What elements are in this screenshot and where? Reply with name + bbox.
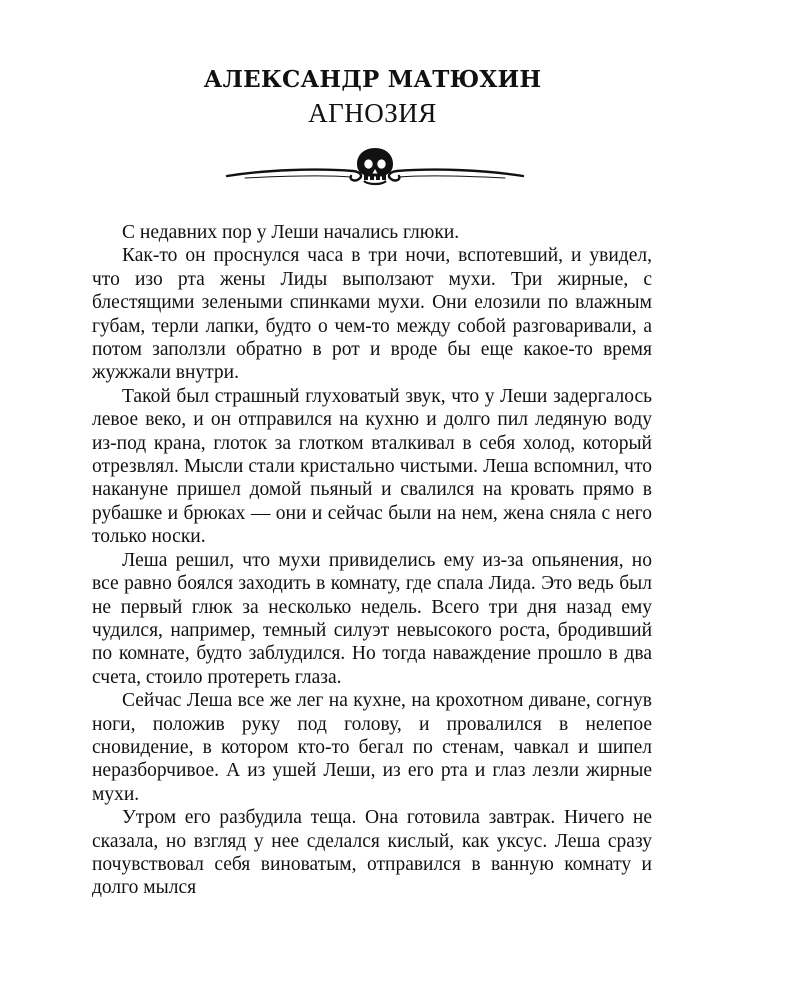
paragraph: Леша решил, что мухи привиделись ему из-за опьянения, но все равно боялся заходить в комнату, где спала Лида. Это ведь был не первый глюк за несколько недель. Всего три дня назад ему чудился, например, темный силуэт невысокого роста, бродивший по комнате, будто заблудился. Но тогда наваждение прошло в два счета, стоило протереть глаза.	[92, 549, 652, 688]
paragraph: Утром его разбудила теща. Она готовила завтрак. Ничего не сказала, но взгляд у нее сделался кислый, как уксус. Леша сразу почувствовал себя виноватым, отправился в ванную комнату и долго мылся	[92, 807, 652, 899]
paragraph: С недавних пор у Леши начались глюки.	[122, 222, 460, 243]
right-flourish	[389, 170, 523, 181]
story-title: АГНОЗИЯ	[308, 98, 437, 128]
skull-icon	[357, 148, 393, 184]
paragraph: Такой был страшный глуховатый звук, что у Леши задергалось левое веко, и он отправился на кухню и долго пил ледяную воду из-под крана, глоток за глотком вталкивал в себя холод, который отрезвлял. Мысли стали кристально чистыми. Леша вспомнил, что накануне пришел домой пьяный и свалился на кровать прямо в рубашке и брюках — они и сейчас были на нем, жена сняла с него только носки.	[92, 385, 652, 548]
left-flourish	[227, 170, 361, 181]
paragraph: Как-то он проснулся часа в три ночи, вспотевший, и увидел, что изо рта жены Лиды выползают мухи. Три жирные, с блестящими зелеными спинками мухи. Они елозили по влажным губам, терли лапки, будто о чем-то между собой разговаривали, а потом заползли обратно в рот и вроде бы еще какое-то время жужжали внутри.	[92, 245, 652, 384]
story-body	[92, 221, 652, 900]
ornament-divider	[225, 140, 525, 190]
paragraph: Сейчас Леша все же лег на кухне, на крохотном диване, согнув ноги, положив руку под голову, и провалился в нелепое сновидение, в котором кто-то бегал по стенам, чавкал и шипел неразборчивое. А из ушей Леши, из его рта и глаз лезли жирные мухи.	[92, 690, 652, 805]
author-name: АЛЕКСАНДР МАТЮХИН	[203, 66, 542, 93]
